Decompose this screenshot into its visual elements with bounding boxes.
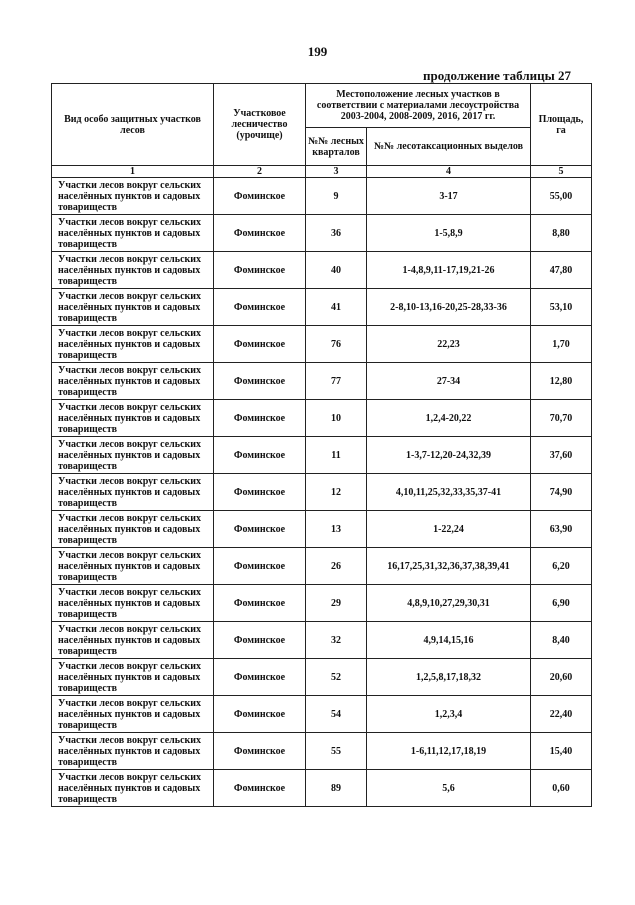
cell-divisions: 1-5,8,9: [367, 215, 531, 252]
cell-kind: Участки лесов вокруг сельских населённых пунктов и садовых товариществ: [52, 511, 214, 548]
cell-divisions: 4,9,14,15,16: [367, 622, 531, 659]
cell-forestry: Фоминское: [214, 289, 306, 326]
cell-quarter: 29: [306, 585, 367, 622]
cell-kind: Участки лесов вокруг сельских населённых пунктов и садовых товариществ: [52, 696, 214, 733]
page-number: 199: [307, 44, 328, 59]
header-kind: Вид особо защитных участков лесов: [52, 84, 214, 166]
cell-kind: Участки лесов вокруг сельских населённых пунктов и садовых товариществ: [52, 733, 214, 770]
table-row: [52, 215, 592, 252]
table-row: [52, 289, 592, 326]
cell-forestry: Фоминское: [214, 363, 306, 400]
cell-quarter: 77: [306, 363, 367, 400]
cell-kind: Участки лесов вокруг сельских населённых пунктов и садовых товариществ: [52, 770, 214, 807]
cell-divisions: 1-22,24: [367, 511, 531, 548]
table-row: [52, 770, 592, 807]
table-row: [52, 659, 592, 696]
cell-kind: Участки лесов вокруг сельских населённых пунктов и садовых товариществ: [52, 363, 214, 400]
cell-forestry: Фоминское: [214, 215, 306, 252]
column-number: 1: [52, 166, 214, 178]
cell-area: 74,90: [531, 474, 592, 511]
cell-area: 20,60: [531, 659, 592, 696]
cell-area: 8,80: [531, 215, 592, 252]
cell-forestry: Фоминское: [214, 733, 306, 770]
table-row: [52, 622, 592, 659]
cell-quarter: 36: [306, 215, 367, 252]
table-row: [52, 733, 592, 770]
cell-forestry: Фоминское: [214, 178, 306, 215]
cell-kind: Участки лесов вокруг сельских населённых пунктов и садовых товариществ: [52, 252, 214, 289]
cell-divisions: 22,23: [367, 326, 531, 363]
cell-divisions: 16,17,25,31,32,36,37,38,39,41: [367, 548, 531, 585]
cell-quarter: 40: [306, 252, 367, 289]
cell-area: 6,20: [531, 548, 592, 585]
cell-divisions: 2-8,10-13,16-20,25-28,33-36: [367, 289, 531, 326]
cell-forestry: Фоминское: [214, 585, 306, 622]
cell-kind: Участки лесов вокруг сельских населённых пунктов и садовых товариществ: [52, 400, 214, 437]
forest-plots-table: [51, 83, 592, 807]
cell-area: 63,90: [531, 511, 592, 548]
cell-divisions: 1,2,4-20,22: [367, 400, 531, 437]
cell-divisions: 1,2,3,4: [367, 696, 531, 733]
cell-kind: Участки лесов вокруг сельских населённых пунктов и садовых товариществ: [52, 326, 214, 363]
cell-kind: Участки лесов вокруг сельских населённых пунктов и садовых товариществ: [52, 548, 214, 585]
table-row: [52, 437, 592, 474]
cell-forestry: Фоминское: [214, 548, 306, 585]
table-row: [52, 178, 592, 215]
column-number: 5: [531, 166, 592, 178]
table-row: [52, 252, 592, 289]
cell-quarter: 32: [306, 622, 367, 659]
cell-area: 12,80: [531, 363, 592, 400]
cell-area: 53,10: [531, 289, 592, 326]
cell-forestry: Фоминское: [214, 770, 306, 807]
cell-kind: Участки лесов вокруг сельских населённых пунктов и садовых товариществ: [52, 622, 214, 659]
cell-divisions: 5,6: [367, 770, 531, 807]
cell-quarter: 52: [306, 659, 367, 696]
column-number: 3: [306, 166, 367, 178]
cell-divisions: 1,2,5,8,17,18,32: [367, 659, 531, 696]
cell-quarter: 26: [306, 548, 367, 585]
cell-quarter: 9: [306, 178, 367, 215]
table-row: [52, 548, 592, 585]
cell-area: 6,90: [531, 585, 592, 622]
cell-quarter: 41: [306, 289, 367, 326]
table-continuation-label: продолжение таблицы 27: [423, 68, 571, 83]
header-forestry: Участковое лесничество (урочище): [214, 84, 306, 166]
cell-forestry: Фоминское: [214, 400, 306, 437]
cell-area: 15,40: [531, 733, 592, 770]
cell-divisions: 3-17: [367, 178, 531, 215]
cell-quarter: 89: [306, 770, 367, 807]
cell-kind: Участки лесов вокруг сельских населённых пунктов и садовых товариществ: [52, 659, 214, 696]
cell-area: 70,70: [531, 400, 592, 437]
table-row: [52, 326, 592, 363]
table-row: [52, 511, 592, 548]
cell-forestry: Фоминское: [214, 437, 306, 474]
cell-divisions: 27-34: [367, 363, 531, 400]
table-row: [52, 400, 592, 437]
cell-area: 37,60: [531, 437, 592, 474]
header-quarters: №№ лесных кварталов: [306, 128, 367, 166]
cell-quarter: 11: [306, 437, 367, 474]
cell-quarter: 76: [306, 326, 367, 363]
cell-divisions: 4,10,11,25,32,33,35,37-41: [367, 474, 531, 511]
cell-quarter: 10: [306, 400, 367, 437]
cell-forestry: Фоминское: [214, 511, 306, 548]
header-area: Площадь, га: [531, 84, 592, 166]
cell-divisions: 1-4,8,9,11-17,19,21-26: [367, 252, 531, 289]
cell-forestry: Фоминское: [214, 659, 306, 696]
table-row: [52, 585, 592, 622]
cell-forestry: Фоминское: [214, 474, 306, 511]
cell-kind: Участки лесов вокруг сельских населённых пунктов и садовых товариществ: [52, 215, 214, 252]
cell-quarter: 54: [306, 696, 367, 733]
cell-divisions: 4,8,9,10,27,29,30,31: [367, 585, 531, 622]
cell-divisions: 1-6,11,12,17,18,19: [367, 733, 531, 770]
cell-forestry: Фоминское: [214, 326, 306, 363]
cell-forestry: Фоминское: [214, 696, 306, 733]
cell-kind: Участки лесов вокруг сельских населённых пунктов и садовых товариществ: [52, 585, 214, 622]
cell-quarter: 12: [306, 474, 367, 511]
cell-area: 47,80: [531, 252, 592, 289]
cell-area: 55,00: [531, 178, 592, 215]
header-divisions: №№ лесотаксационных выделов: [367, 128, 531, 166]
cell-kind: Участки лесов вокруг сельских населённых пунктов и садовых товариществ: [52, 474, 214, 511]
cell-area: 1,70: [531, 326, 592, 363]
table-row: [52, 474, 592, 511]
cell-area: 8,40: [531, 622, 592, 659]
column-numbers-row: [52, 166, 592, 178]
cell-kind: Участки лесов вокруг сельских населённых пунктов и садовых товариществ: [52, 178, 214, 215]
header-location: Местоположение лесных участков в соответствии с материалами лесоустройства 2003-2004, 2008-2009, 2016, 2017 гг.: [306, 84, 531, 128]
cell-quarter: 55: [306, 733, 367, 770]
table-row: [52, 696, 592, 733]
column-number: 4: [367, 166, 531, 178]
column-number: 2: [214, 166, 306, 178]
cell-area: 0,60: [531, 770, 592, 807]
cell-kind: Участки лесов вокруг сельских населённых пунктов и садовых товариществ: [52, 437, 214, 474]
cell-area: 22,40: [531, 696, 592, 733]
cell-forestry: Фоминское: [214, 252, 306, 289]
cell-forestry: Фоминское: [214, 622, 306, 659]
cell-quarter: 13: [306, 511, 367, 548]
cell-kind: Участки лесов вокруг сельских населённых пунктов и садовых товариществ: [52, 289, 214, 326]
cell-divisions: 1-3,7-12,20-24,32,39: [367, 437, 531, 474]
table-row: [52, 363, 592, 400]
